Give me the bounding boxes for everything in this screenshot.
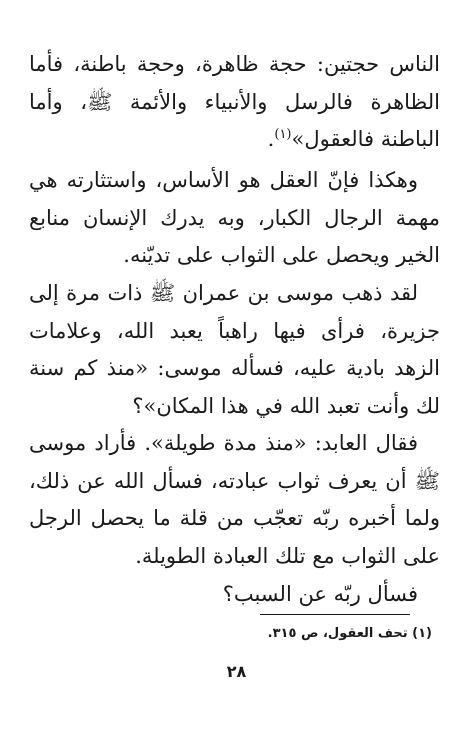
footnote: (١) تحف العقول، ص ٣١٥. bbox=[267, 626, 432, 641]
paragraph-5-text: فسأل ربّه عن السبب؟ bbox=[222, 582, 418, 606]
footnote-divider bbox=[260, 614, 410, 615]
paragraph-1-tail: . bbox=[267, 127, 275, 151]
paragraph-4-text: فقال العابد: «منذ مدة طويلة». فأراد موسى ﷺ أن يعرف ثواب عبادته، فسأل الله عن ذلك، ولما أخبره ربّه تعجّب من قلة ما يحصل الرجل على الثواب مع تلك العبادة الطويلة. bbox=[29, 431, 440, 568]
paragraph-5 bbox=[29, 576, 440, 614]
paragraph-2 bbox=[29, 162, 440, 275]
paragraph-1-text: الناس حجتين: حجة ظاهرة، وحجة باطنة، فأما الظاهرة فالرسل والأنبياء والأئمة ﷺ، وأما الباطنة فالعقول» bbox=[29, 52, 440, 151]
paragraph-3-text: لقد ذهب موسى بن عمران ﷺ ذات مرة إلى جزيرة، فرأى فيها راهباً يعبد الله، وعلامات الزهد بادية عليه، فسأله موسى: «منذ كم سنة لك وأنت تعبد الله في هذا المكان»؟ bbox=[29, 281, 440, 418]
paragraph-1 bbox=[29, 46, 440, 159]
paragraph-3 bbox=[29, 275, 440, 425]
paragraph-2-text: وهكذا فإنّ العقل هو الأساس، واستثارته هي مهمة الرجال الكبار، وبه يدرك الإنسان منابع الخير ويحصل على الثواب على تديّنه. bbox=[29, 168, 440, 267]
page-number: ٢٨ bbox=[226, 662, 247, 681]
paragraph-4 bbox=[29, 425, 440, 575]
footnote-marker: (١) bbox=[274, 127, 292, 142]
